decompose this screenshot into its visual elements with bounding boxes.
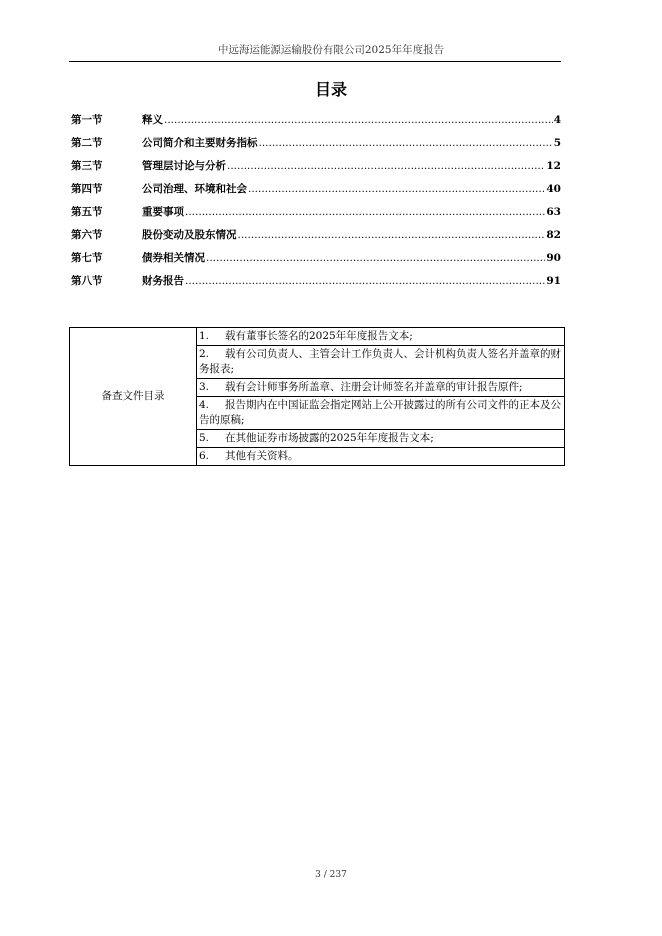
running-header: 中远海运能源运输股份有限公司2025年年度报告 — [217, 44, 445, 56]
toc-dot-leader — [227, 160, 545, 173]
item-number: 4. — [199, 399, 210, 411]
item-number: 5. — [199, 432, 210, 444]
reference-doc-item — [197, 448, 565, 466]
toc-entry-label: 释义 — [142, 114, 163, 126]
toc-entry[interactable] — [71, 178, 561, 201]
item-text: 载有会计师事务所盖章、注册会计师签名并盖章的审计报告原件; — [225, 381, 523, 393]
table-of-contents — [71, 109, 561, 293]
toc-section-number: 第四节 — [71, 183, 103, 195]
toc-entry[interactable] — [71, 201, 561, 224]
item-number: 1. — [199, 330, 210, 342]
toc-dot-leader — [164, 114, 553, 127]
toc-section-number: 第五节 — [71, 206, 103, 218]
toc-entry-label: 财务报告 — [142, 275, 184, 287]
toc-page-number: 82 — [546, 229, 561, 241]
toc-entry-label: 管理层讨论与分析 — [142, 160, 226, 172]
toc-entry[interactable] — [71, 132, 561, 155]
item-text: 其他有关资料。 — [225, 450, 299, 462]
toc-entry[interactable] — [71, 155, 561, 178]
toc-entry-label: 公司简介和主要财务指标 — [142, 137, 258, 149]
item-number: 2. — [199, 348, 210, 360]
reference-doc-item — [197, 346, 565, 379]
toc-page-number: 12 — [546, 160, 561, 172]
toc-page-number: 4 — [553, 114, 561, 126]
toc-entry-label: 股份变动及股东情况 — [142, 229, 237, 241]
toc-dot-leader — [206, 252, 545, 265]
reference-docs-heading: 备查文件目录 — [70, 328, 197, 466]
toc-section-number: 第二节 — [71, 137, 103, 149]
toc-page-number: 63 — [546, 206, 561, 218]
toc-section-number: 第一节 — [71, 114, 103, 126]
toc-title: 目录 — [314, 80, 347, 99]
toc-page-number: 40 — [546, 183, 561, 195]
toc-dot-leader — [259, 137, 553, 150]
toc-entry[interactable] — [71, 270, 561, 293]
reference-doc-item — [197, 397, 565, 430]
toc-section-number: 第八节 — [71, 275, 103, 287]
toc-entry[interactable] — [71, 109, 561, 132]
item-text: 载有公司负责人、主管会计工作负责人、会计机构负责人签名并盖章的财务报表; — [199, 348, 561, 375]
toc-entry-label: 公司治理、环境和社会 — [142, 183, 247, 195]
page-number: 3 / 237 — [315, 870, 347, 880]
reference-doc-item — [197, 430, 565, 448]
toc-section-number: 第六节 — [71, 229, 103, 241]
toc-page-number: 91 — [546, 275, 561, 287]
item-number: 6. — [199, 450, 210, 462]
reference-doc-item — [197, 379, 565, 397]
toc-section-number: 第七节 — [71, 252, 103, 264]
item-text: 在其他证券市场披露的2025年年度报告文本; — [225, 432, 434, 444]
toc-entry-label: 债券相关情况 — [142, 252, 205, 264]
header-divider — [69, 61, 561, 62]
toc-page-number: 90 — [546, 252, 561, 264]
reference-documents-table — [69, 327, 565, 466]
toc-entry[interactable] — [71, 224, 561, 247]
reference-doc-item — [197, 328, 565, 346]
toc-dot-leader — [238, 229, 546, 242]
toc-entry-label: 重要事项 — [142, 206, 184, 218]
toc-entry[interactable] — [71, 247, 561, 270]
item-text: 报告期内在中国证监会指定网站上公开披露过的所有公司文件的正本及公告的原稿; — [199, 399, 561, 426]
toc-section-number: 第三节 — [71, 160, 103, 172]
toc-page-number: 5 — [553, 137, 561, 149]
item-text: 载有董事长签名的2025年年度报告文本; — [225, 330, 413, 342]
table-row — [70, 328, 565, 346]
toc-dot-leader — [248, 183, 545, 196]
toc-dot-leader — [185, 206, 545, 219]
toc-dot-leader — [185, 275, 545, 288]
item-number: 3. — [199, 381, 210, 393]
